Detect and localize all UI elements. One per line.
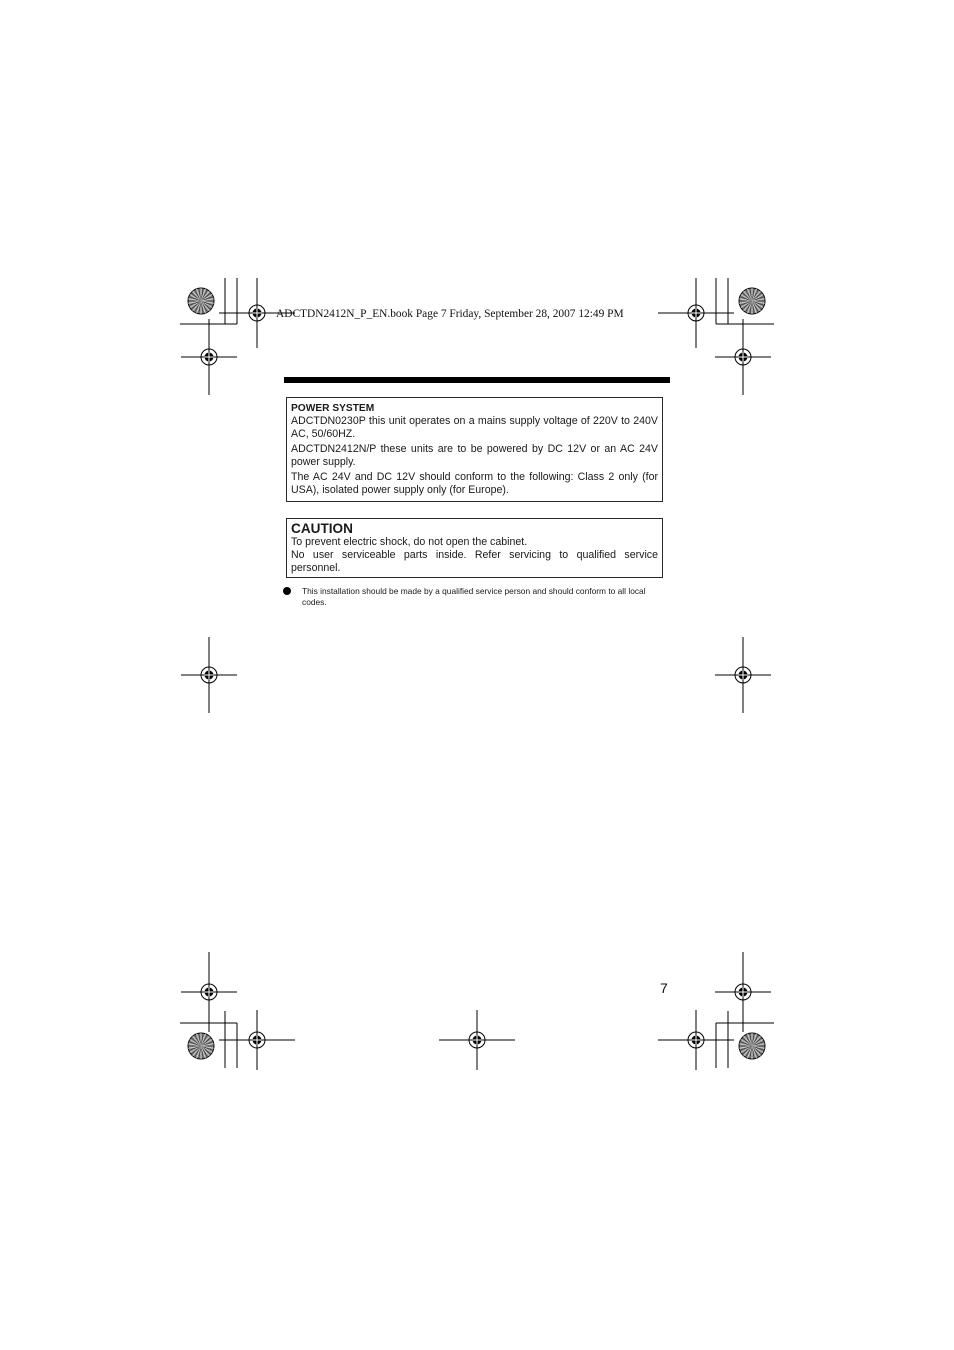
caution-line: No user serviceable parts inside. Refer servicing to qualified service personnel.	[291, 549, 658, 574]
installation-note	[283, 586, 665, 607]
page-number: 7	[660, 980, 668, 996]
star-target-icon	[739, 288, 765, 314]
star-target-icon	[739, 1033, 765, 1059]
power-system-heading: POWER SYSTEM	[291, 403, 375, 414]
power-system-box	[286, 397, 663, 502]
print-slug-header: ADCTDN2412N_P_EN.book Page 7 Friday, September 28, 2007 12:49 PM	[276, 308, 624, 320]
power-paragraph: ADCTDN0230P this unit operates on a mains supply voltage of 220V to 240V AC, 50/60HZ.	[291, 415, 658, 440]
star-target-icon	[188, 288, 214, 314]
installation-note-text: This installation should be made by a qualified service person and should conform to all local codes.	[302, 586, 646, 607]
caution-box	[286, 518, 663, 578]
caution-line: To prevent electric shock, do not open the cabinet.	[291, 536, 528, 548]
bullet-icon	[283, 587, 291, 595]
power-paragraph: The AC 24V and DC 12V should conform to the following: Class 2 only (for USA), isolated power supply only (for Europe).	[291, 471, 658, 496]
power-paragraph: ADCTDN2412N/P these units are to be powered by DC 12V or an AC 24V power supply.	[291, 443, 658, 468]
header-rule	[284, 377, 670, 383]
star-target-icon	[188, 1033, 214, 1059]
caution-heading: CAUTION	[291, 521, 353, 536]
